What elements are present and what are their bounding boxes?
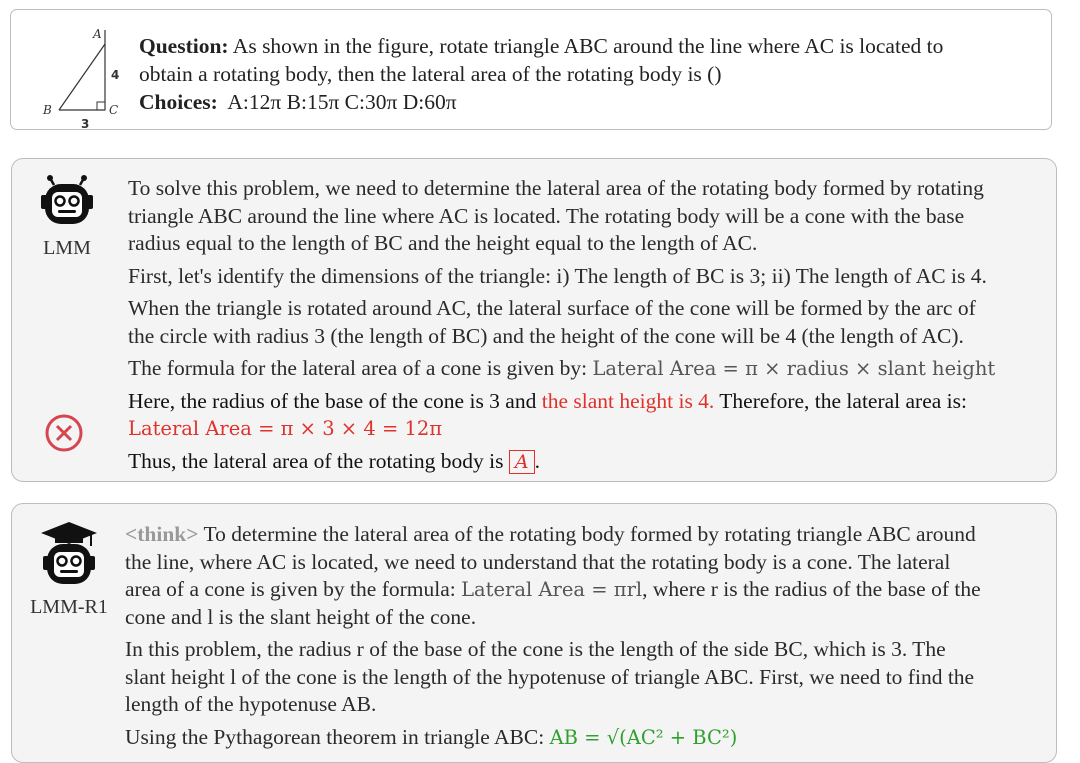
- lmm-line-6: the circle with radius 3 (the length of BC) and the height of the cone will be 4 (the length of AC).: [128, 323, 964, 348]
- r1-line-6: slant height l of the cone is the length of the hypotenuse of triangle ABC. First, we need to find the: [125, 664, 975, 689]
- conclusion-period: .: [534, 448, 541, 473]
- lmm-line-1: To solve this problem, we need to determine the lateral area of the rotating body formed by rotating: [128, 176, 984, 200]
- vertex-b: B: [43, 103, 52, 117]
- slant-height-error: the slant height is 4.: [541, 388, 715, 413]
- cone-formula: Lateral Area = π × radius × slant height: [592, 357, 996, 380]
- lmm-r1-response-panel: [11, 503, 1057, 763]
- question-text: [139, 32, 1039, 116]
- lmm-line-4: First, let's identify the dimensions of the triangle: i) The length of BC is 3; ii) The length of AC is 4.: [128, 263, 987, 288]
- r1-line-4: cone and l is the slant height of the cone.: [125, 604, 477, 629]
- lmm-r1-label: LMM-R1: [30, 596, 108, 618]
- lmm-response-text: [128, 175, 1053, 475]
- lmm-line-2: triangle ABC around the line where AC is located. The rotating body will be a cone with the base: [128, 203, 965, 228]
- r1-line-3-end: , where r is the radius of the base of the: [642, 577, 981, 601]
- r1-line-5: In this problem, the radius r of the base of the cone is the length of the side BC, which is 3. The: [125, 637, 946, 661]
- lmm-label: LMM: [43, 237, 91, 259]
- side-bc-length: 3: [81, 117, 90, 131]
- r1-line-3-start: area of a cone is given by the formula:: [125, 577, 462, 601]
- r1-line-7: length of the hypotenuse AB.: [125, 692, 377, 716]
- lmm-r1-response-text: [125, 521, 1050, 751]
- side-ac-length: 4: [111, 68, 120, 82]
- question-line-2: obtain a rotating body, then the lateral area of the rotating body is (): [139, 62, 722, 86]
- formula-intro: The formula for the lateral area of a cone is given by:: [128, 356, 593, 380]
- wrong-calculation: Lateral Area = π × 3 × 4 = 12π: [128, 417, 443, 440]
- triangle-figure: [29, 22, 139, 132]
- question-line-1: As shown in the figure, rotate triangle ABC around the line where AC is located to: [232, 34, 944, 58]
- lmm-avatar: [28, 175, 106, 260]
- here-end: Therefore, the lateral area is:: [714, 388, 967, 413]
- r1-line-1: To determine the lateral area of the rotating body formed by rotating triangle ABC around: [198, 522, 976, 546]
- choices-text: A:12π B:15π C:30π D:60π: [227, 90, 457, 114]
- wrong-answer-icon: [44, 413, 84, 453]
- lmm-r1-avatar: [20, 520, 118, 619]
- r1-line-2: the line, where AC is located, we need to understand that the rotating body is a cone. The lateral: [125, 549, 951, 574]
- question-label: Question:: [139, 34, 229, 58]
- wrong-answer-box: A: [509, 450, 535, 474]
- r1-line-8-start: Using the Pythagorean theorem in triangle ABC:: [125, 724, 550, 749]
- here-start: Here, the radius of the base of the cone is 3 and: [128, 388, 542, 413]
- lmm-line-5: When the triangle is rotated around AC, the lateral surface of the cone will be formed by the arc of: [128, 296, 976, 320]
- vertex-c: C: [109, 103, 119, 117]
- lmm-line-3: radius equal to the length of BC and the height equal to the length of AC.: [128, 231, 758, 255]
- pythagorean-formula: AB = √(AC² + BC²): [549, 725, 738, 749]
- question-panel: [10, 9, 1052, 130]
- vertex-a: A: [93, 27, 102, 41]
- graduate-robot-icon: [39, 520, 99, 586]
- r1-formula: Lateral Area = πrl: [461, 578, 643, 601]
- lmm-response-panel: [11, 158, 1057, 482]
- think-tag: <think>: [125, 522, 199, 546]
- conclusion-text: Thus, the lateral area of the rotating body is: [128, 448, 509, 473]
- choices-label: Choices:: [139, 90, 218, 114]
- robot-icon: [38, 175, 96, 227]
